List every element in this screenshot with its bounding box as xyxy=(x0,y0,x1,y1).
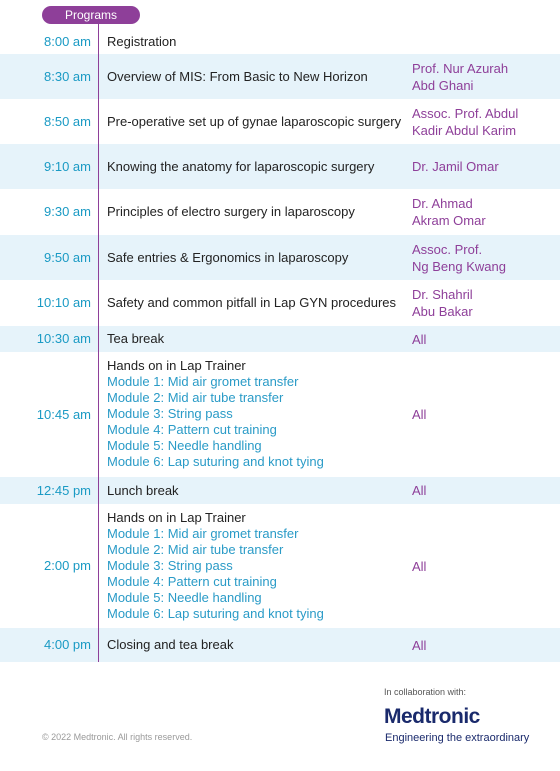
session-time: 10:45 am xyxy=(36,406,91,422)
session-time: 9:30 am xyxy=(44,204,91,219)
speaker-line: Akram Omar xyxy=(412,213,486,228)
collaboration-label: In collaboration with: xyxy=(384,687,467,697)
session-speaker xyxy=(412,558,552,575)
module-item: Module 4: Pattern cut training xyxy=(107,422,277,437)
session-title xyxy=(107,358,407,470)
brand-tagline: Engineering the extraordinary xyxy=(385,732,530,744)
speaker-line: Kadir Abdul Karim xyxy=(412,122,517,138)
session-speaker xyxy=(412,241,552,275)
module-item: Module 1: Mid air gromet transfer xyxy=(107,374,299,389)
session-title: Tea break xyxy=(107,331,165,346)
speaker-line: Dr. Jamil Omar xyxy=(412,159,499,174)
module-item: Module 3: String pass xyxy=(107,558,233,573)
schedule-row xyxy=(0,280,560,326)
timeline-divider xyxy=(98,24,99,662)
speaker-line: Abd Ghani xyxy=(412,77,474,93)
schedule-row xyxy=(0,352,560,477)
session-time: 10:30 am xyxy=(36,331,91,346)
module-item: Module 2: Mid air tube transfer xyxy=(107,542,284,557)
schedule-row xyxy=(0,235,560,280)
session-time: 8:00 am xyxy=(44,33,91,49)
session-speaker xyxy=(412,60,552,94)
session-time: 9:10 am xyxy=(44,158,91,174)
schedule-row xyxy=(0,189,560,235)
session-title: Principles of electro surgery in laparoscopy xyxy=(107,204,355,219)
speaker-line: Abu Bakar xyxy=(412,304,473,319)
programs-header-pill: Programs xyxy=(42,6,140,24)
schedule-row xyxy=(0,144,560,189)
session-time: 12:45 pm xyxy=(36,482,91,498)
session-speaker xyxy=(412,482,552,499)
session-time: 8:30 am xyxy=(44,68,91,84)
schedule-row xyxy=(0,99,560,144)
session-speaker xyxy=(412,195,552,229)
session-title: Lunch break xyxy=(107,482,179,498)
speaker-line: Dr. Shahril xyxy=(412,287,473,302)
session-heading: Hands on in Lap Trainer xyxy=(107,358,246,373)
schedule-row xyxy=(0,504,560,628)
speaker-line: All xyxy=(412,407,427,422)
speaker-line: Assoc. Prof. xyxy=(412,241,483,257)
speaker-line: Prof. Nur Azurah xyxy=(412,60,509,76)
session-speaker xyxy=(412,158,552,175)
schedule-row xyxy=(0,54,560,99)
session-title: Safety and common pitfall in Lap GYN procedures xyxy=(107,295,397,310)
copyright-text: © 2022 Medtronic. All rights reserved. xyxy=(42,732,193,742)
session-title: Knowing the anatomy for laparoscopic surgery xyxy=(107,158,375,174)
session-speaker xyxy=(412,105,552,139)
module-item: Module 2: Mid air tube transfer xyxy=(107,390,284,405)
schedule-row xyxy=(0,628,560,662)
speaker-line: Assoc. Prof. Abdul xyxy=(412,105,519,121)
session-time: 8:50 am xyxy=(44,113,91,129)
session-title: Closing and tea break xyxy=(107,637,234,652)
session-speaker xyxy=(412,406,552,423)
medtronic-logo: Medtronic xyxy=(384,705,480,728)
session-time: 10:10 am xyxy=(36,295,91,310)
speaker-line: All xyxy=(412,637,427,653)
module-item: Module 5: Needle handling xyxy=(107,438,262,453)
session-time: 2:00 pm xyxy=(44,558,91,573)
session-time: 9:50 am xyxy=(44,249,91,265)
module-item: Module 3: String pass xyxy=(107,406,233,421)
module-item: Module 4: Pattern cut training xyxy=(107,574,277,589)
speaker-line: Dr. Ahmad xyxy=(412,196,473,211)
session-title: Pre-operative set up of gynae laparoscopic surgery xyxy=(107,113,402,129)
speaker-line: All xyxy=(412,331,427,347)
speaker-line: Ng Beng Kwang xyxy=(412,258,506,274)
session-heading: Hands on in Lap Trainer xyxy=(107,510,246,525)
session-speaker xyxy=(412,286,552,320)
session-title xyxy=(107,510,407,622)
speaker-line: All xyxy=(412,558,427,574)
session-title: Overview of MIS: From Basic to New Horizon xyxy=(107,68,368,84)
schedule-row xyxy=(0,29,560,54)
session-title: Safe entries & Ergonomics in laparoscopy xyxy=(107,249,349,265)
session-title: Registration xyxy=(107,33,177,49)
session-time: 4:00 pm xyxy=(44,637,91,652)
module-item: Module 6: Lap suturing and knot tying xyxy=(107,454,324,469)
session-speaker xyxy=(412,331,552,348)
module-item: Module 6: Lap suturing and knot tying xyxy=(107,606,324,621)
module-item: Module 5: Needle handling xyxy=(107,590,262,605)
schedule-row xyxy=(0,477,560,504)
speaker-line: All xyxy=(412,483,427,498)
module-item: Module 1: Mid air gromet transfer xyxy=(107,526,299,541)
schedule-row xyxy=(0,326,560,352)
session-speaker xyxy=(412,637,552,654)
